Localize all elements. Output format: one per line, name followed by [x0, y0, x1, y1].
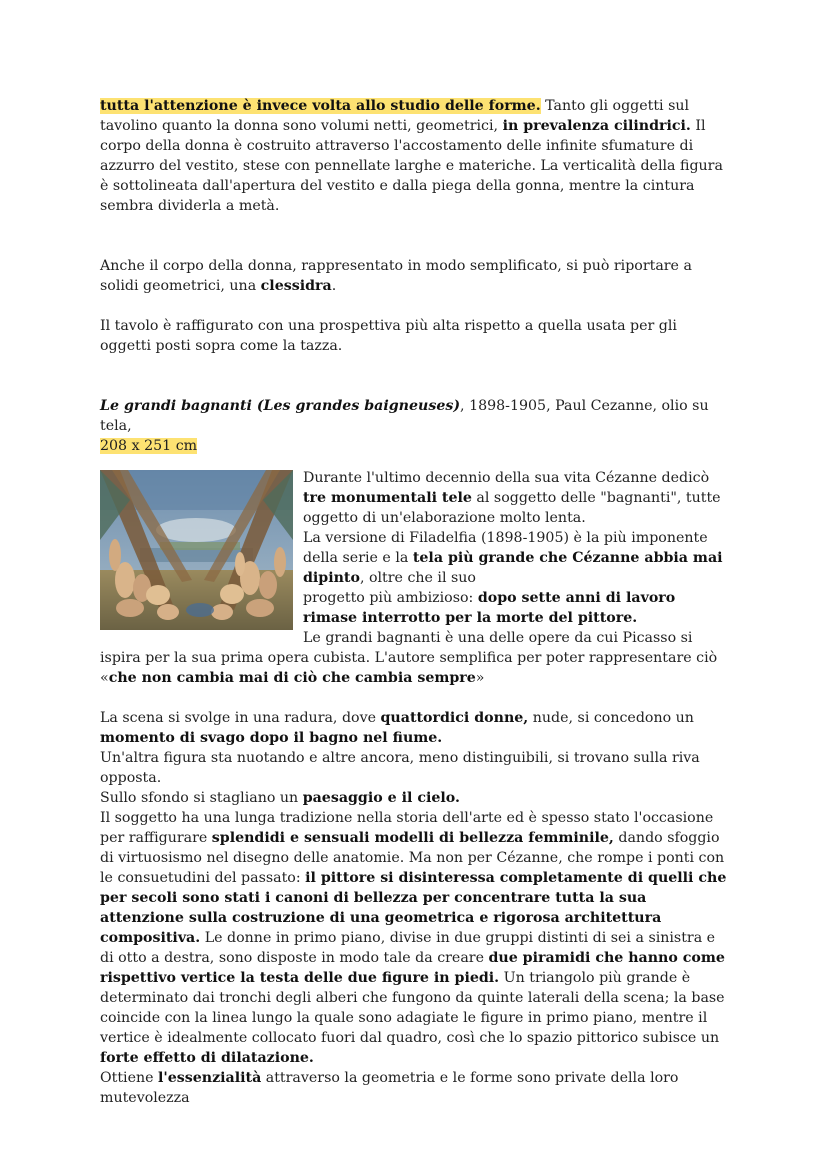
bold-text: l'essenzialità [158, 1070, 262, 1086]
bold-text: il pittore si disinteressa completamente di quelli che per secoli sono stati i canoni di bellezza per concentrare tutta la sua attenzione sulla costruzione di una geometrica e rigorosa architettura compositiva. [100, 870, 727, 946]
text-span: Il corpo della donna è costruito attraverso l'accostamento delle infinite sfumature di azzurro del vestito, stese con pennellate larghe e materiche. La verticalità della figura è sottolineata dall'apertura del vestito e dalla piega della gonna, mentre la cintura sembra dividerla a metà. [100, 118, 723, 214]
text-span: Sullo sfondo si stagliano un [100, 790, 303, 806]
bold-text: splendidi e sensuali modelli di bellezza femminile, [211, 830, 614, 846]
artwork-details: , 1898-1905, Paul Cezanne, olio su tela, [100, 398, 709, 434]
text-span: Anche il corpo della donna, rappresentato in modo semplificato, si può riportare a solidi geometrici, una [100, 258, 692, 294]
document-page [100, 96, 728, 1108]
artwork-size: 208 x 251 cm [100, 438, 198, 454]
text-span: Tanto gli oggetti sul tavolino quanto la donna sono volumi netti, geometrici, [100, 98, 690, 134]
text-span: , oltre che il suo [359, 570, 476, 586]
artwork-caption [100, 396, 728, 456]
text-span: al soggetto delle "bagnanti", tutte oggetto di un'elaborazione molto lenta. [303, 490, 721, 526]
text-span: Ottiene [100, 1070, 159, 1086]
text-span: La versione di Filadelfia (1898-1905) è la più imponente della serie e la [303, 530, 708, 566]
text-span: La scena si svolge in una radura, dove [100, 710, 381, 726]
text-span: attraverso la geometria e le forme sono private della loro mutevolezza [100, 1070, 679, 1106]
artwork-title: Le grandi bagnanti (Les grandes baigneuses) [100, 398, 461, 414]
text-span: Un triangolo più grande è determinato dai tronchi degli alberi che fungono da quinte laterali della scena; la base coincide con la linea lungo la quale sono adagiate le figure in primo piano, mentre il vertice è idealmente collocato fuori dal quadro, così che lo spazio pittorico subisce un [100, 970, 725, 1046]
painting-image [100, 470, 293, 630]
paragraph-table [100, 316, 728, 356]
bold-text: tre monumentali tele [303, 490, 472, 506]
text-span: Le grandi bagnanti è una delle opere da cui Picasso si ispira per la sua prima opera cubista. L'autore semplifica per poter rappresentare ciò « [100, 630, 718, 686]
paragraph-forms [100, 96, 728, 216]
text-span: » [475, 670, 485, 686]
bold-text: in prevalenza cilindrici. [502, 118, 691, 134]
bold-text: momento di svago dopo il bagno nel fiume. [100, 730, 443, 746]
bold-text: che non cambia mai di ciò che cambia sempre [108, 670, 476, 686]
bold-text: paesaggio e il cielo. [302, 790, 460, 806]
text-span: dando sfoggio di virtuosismo nel disegno delle anatomie. Ma non per Cézanne, che rompe i ponti con le consuetudini del passato: [100, 830, 725, 886]
text-span: Un'altra figura sta nuotando e altre ancora, meno distinguibili, si trovano sulla riva opposta. [100, 750, 700, 786]
text-span: Il soggetto ha una lunga tradizione nella storia dell'arte ed è spesso stato l'occasione per raffigurare [100, 810, 714, 846]
artwork-description-block [100, 468, 728, 688]
paragraph-scene [100, 708, 728, 1108]
bold-text: dopo sette anni di lavoro rimase interrotto per la morte del pittore. [303, 590, 676, 626]
bold-text: forte effetto di dilatazione. [100, 1050, 314, 1066]
text-span: progetto più ambizioso: [303, 590, 478, 606]
text-span: nude, si concedono un [528, 710, 694, 726]
bold-text: tela più grande che Cézanne abbia mai dipinto [303, 550, 723, 586]
bold-text: due piramidi che hanno come rispettivo vertice la testa delle due figure in piedi. [100, 950, 725, 986]
text-span: Le donne in primo piano, divise in due gruppi distinti di sei a sinistra e di otto a destra, sono disposte in modo tale da creare [100, 930, 716, 966]
text-span: Durante l'ultimo decennio della sua vita Cézanne dedicò [303, 470, 710, 486]
highlighted-text: tutta l'attenzione è invece volta allo studio delle forme. [100, 98, 541, 114]
text-span: Il tavolo è raffigurato con una prospettiva più alta rispetto a quella usata per gli oggetti posti sopra come la tazza. [100, 318, 677, 354]
paragraph-body-shape [100, 256, 728, 296]
bold-text: quattordici donne, [380, 710, 529, 726]
text-span: . [331, 278, 337, 294]
bathers-painting-icon [100, 470, 293, 630]
bold-text: clessidra [260, 278, 332, 294]
